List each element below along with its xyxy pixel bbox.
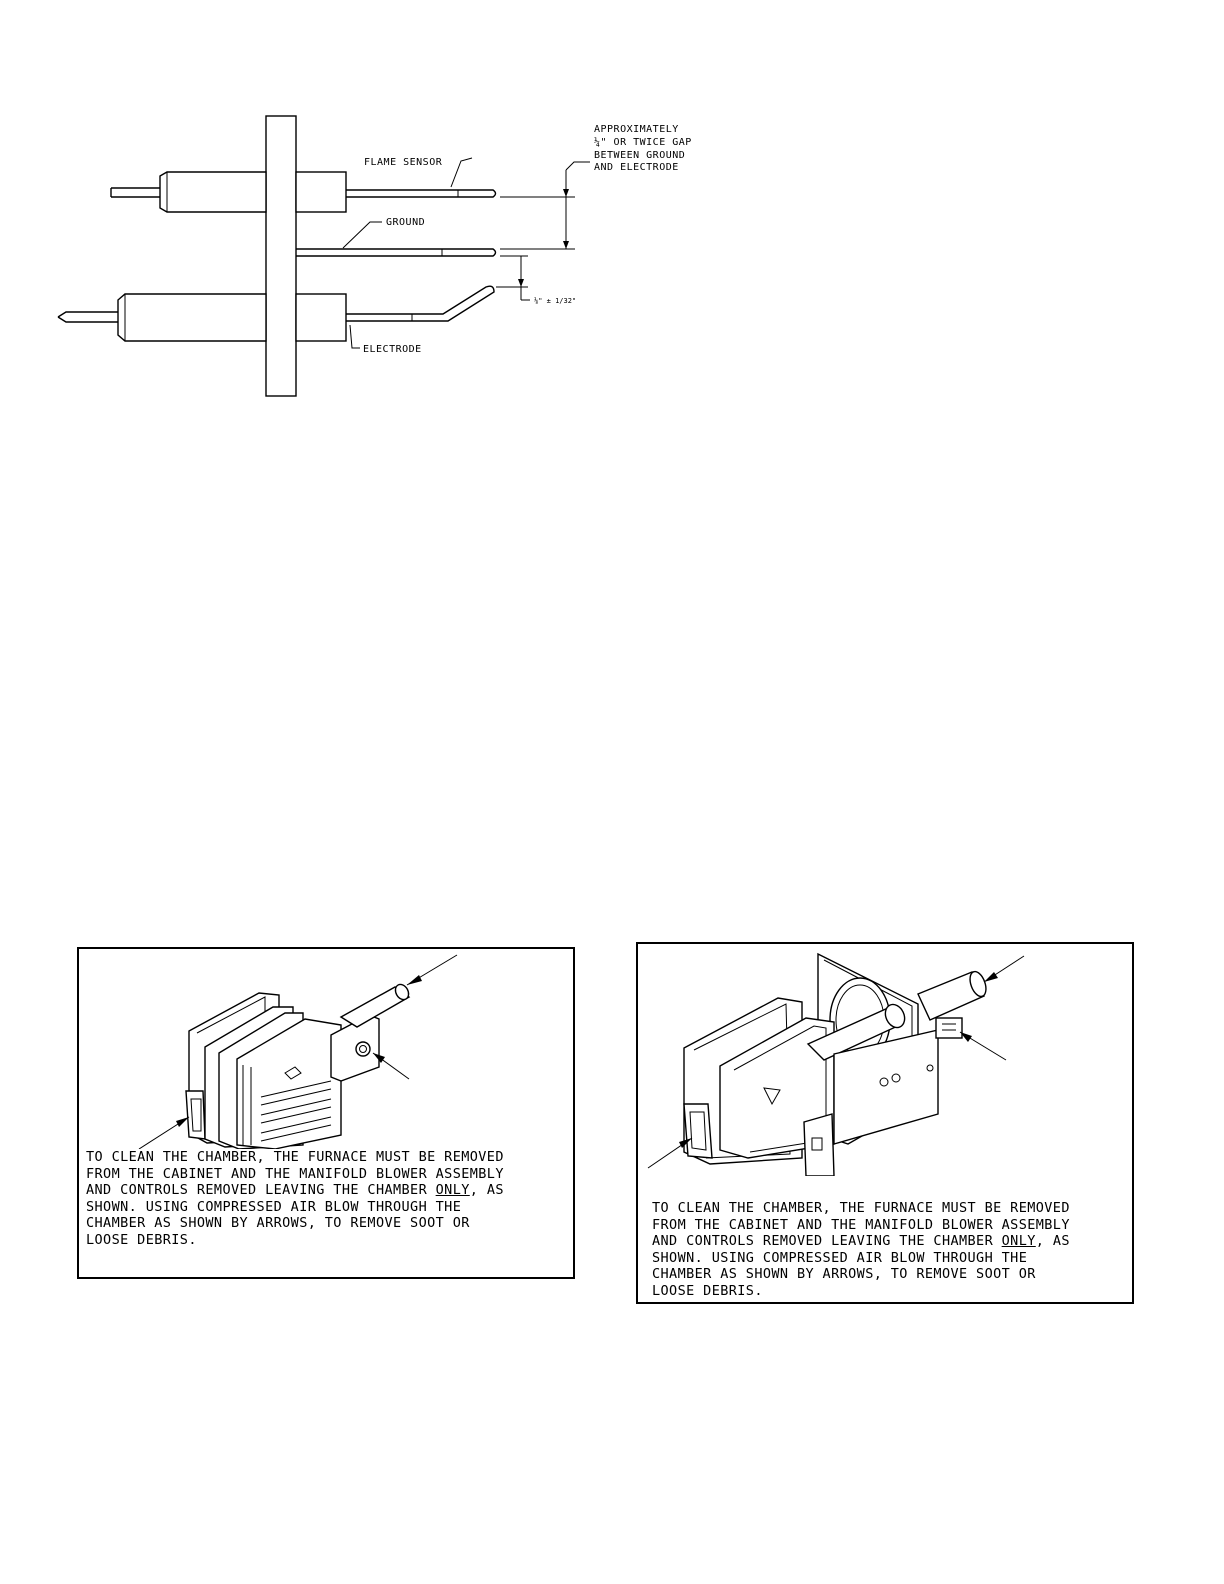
gap-note-line-3: BETWEEN GROUND bbox=[594, 150, 686, 161]
gap-note-line-2: ¼" OR TWICE GAP bbox=[594, 137, 692, 148]
heat-exchanger-illustration-right bbox=[638, 944, 1132, 1176]
gap-note-line-4: AND ELECTRODE bbox=[594, 162, 679, 173]
gap-dimension-label: ⅛" ± 1/32" bbox=[534, 297, 577, 305]
flame-sensor-label: FLAME SENSOR bbox=[364, 157, 443, 168]
left-panel-caption: TO CLEAN THE CHAMBER, THE FURNACE MUST BE REMOVED FROM THE CABINET AND THE MANIFOLD BLOWER ASSEMBLY AND CONTROLS REMOVED LEAVING THE CHAMBER ONLY, AS SHOWN. USING COMPRESSED AIR BLOW THROUGH THE CHAMBER AS SHOWN BY ARROWS, TO REMOVE SOOT OR LOOSE DEBRIS. bbox=[86, 1149, 504, 1248]
gap-note-line-1: APPROXIMATELY bbox=[594, 124, 679, 135]
electrode-label: ELECTRODE bbox=[363, 344, 422, 355]
mounting-plate bbox=[266, 116, 296, 396]
chamber-cleaning-panel-left bbox=[77, 947, 575, 1279]
right-panel-caption: TO CLEAN THE CHAMBER, THE FURNACE MUST BE REMOVED FROM THE CABINET AND THE MANIFOLD BLOWER ASSEMBLY AND CONTROLS REMOVED LEAVING THE CHAMBER ONLY, AS SHOWN. USING COMPRESSED AIR BLOW THROUGH THE CHAMBER AS SHOWN BY ARROWS, TO REMOVE SOOT OR LOOSE DEBRIS. bbox=[652, 1200, 1070, 1299]
heat-exchanger-illustration-left bbox=[79, 949, 573, 1149]
electrode-gap-diagram bbox=[0, 0, 720, 420]
flame-sensor-rod bbox=[111, 172, 496, 212]
ground-rod bbox=[296, 249, 496, 256]
chamber-cleaning-panel-right bbox=[636, 942, 1134, 1304]
ground-label: GROUND bbox=[386, 217, 426, 228]
